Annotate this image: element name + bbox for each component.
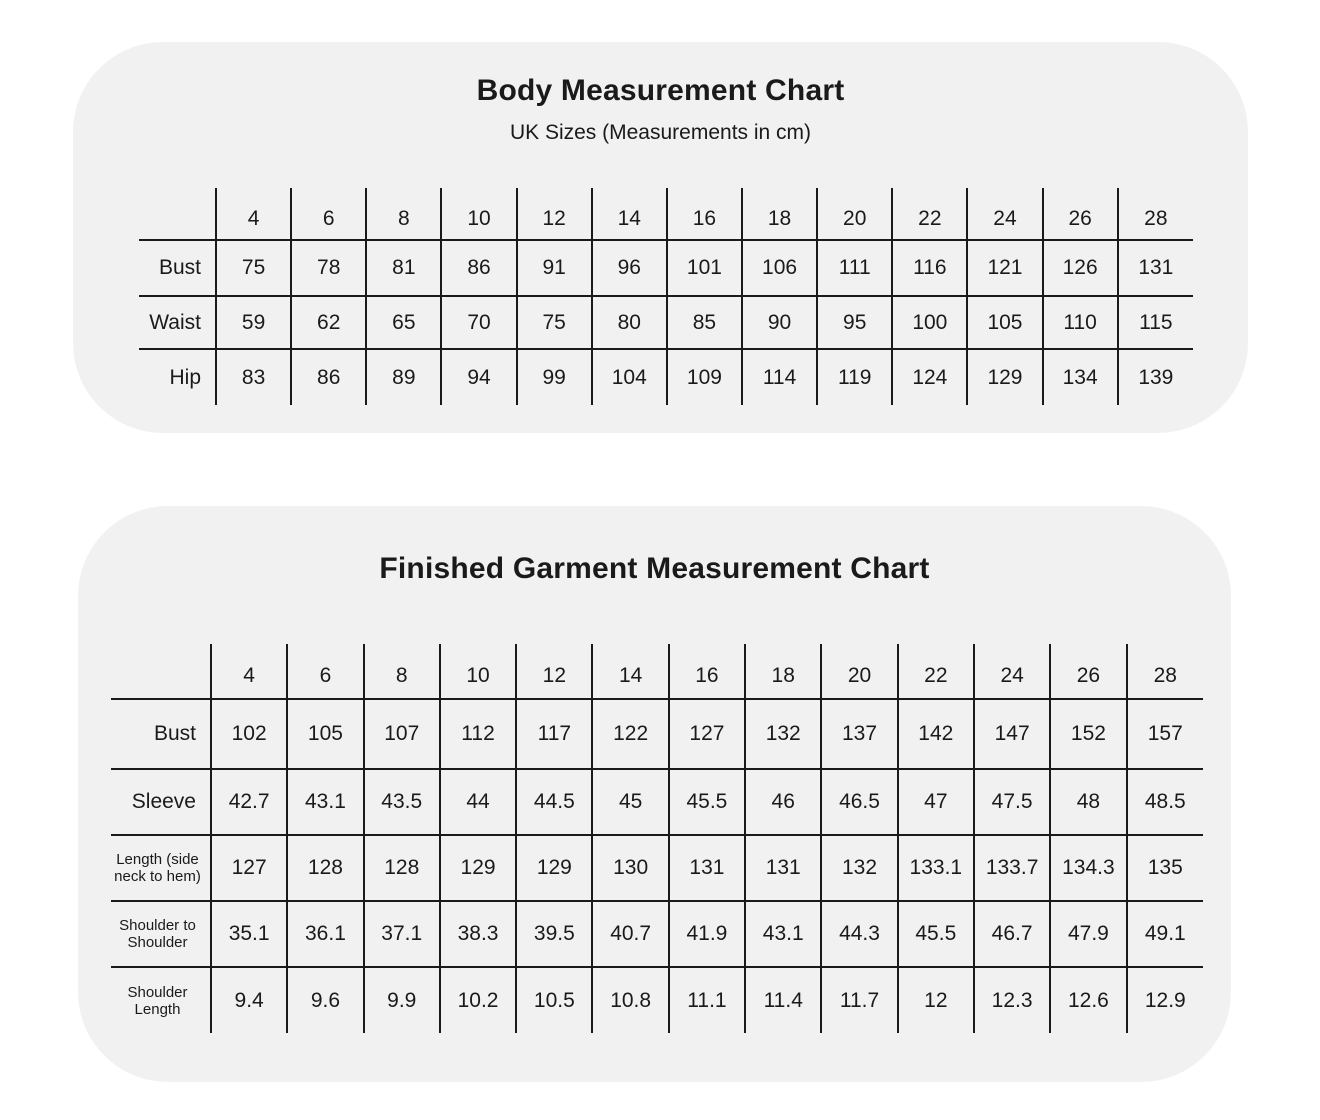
garment-value-cell: 12.9 (1127, 967, 1203, 1033)
garment-size-header: 6 (287, 644, 363, 699)
garment-value-cell: 122 (592, 699, 668, 769)
body-size-header: 18 (742, 188, 817, 240)
garment-value-cell: 117 (516, 699, 592, 769)
garment-value-cell: 45.5 (898, 901, 974, 967)
body-value-cell: 59 (216, 296, 291, 349)
garment-value-cell: 112 (440, 699, 516, 769)
body-size-header: 22 (892, 188, 967, 240)
body-value-cell: 81 (366, 240, 441, 296)
garment-measurement-table (111, 644, 1203, 1033)
garment-value-cell: 132 (821, 835, 897, 901)
garment-value-cell: 47.5 (974, 769, 1050, 835)
garment-value-cell: 127 (669, 699, 745, 769)
garment-value-cell: 41.9 (669, 901, 745, 967)
garment-size-header: 4 (211, 644, 287, 699)
body-value-cell: 65 (366, 296, 441, 349)
garment-value-cell: 10.8 (592, 967, 668, 1033)
garment-value-cell: 133.7 (974, 835, 1050, 901)
garment-row-label: Shoulder to Shoulder (111, 901, 211, 967)
garment-value-cell: 131 (745, 835, 821, 901)
garment-value-cell: 157 (1127, 699, 1203, 769)
body-value-cell: 62 (291, 296, 366, 349)
body-value-cell: 131 (1118, 240, 1193, 296)
garment-value-cell: 107 (364, 699, 440, 769)
garment-value-cell: 47 (898, 769, 974, 835)
body-size-header: 4 (216, 188, 291, 240)
garment-value-cell: 130 (592, 835, 668, 901)
garment-value-cell: 9.4 (211, 967, 287, 1033)
body-value-cell: 83 (216, 349, 291, 405)
garment-value-cell: 42.7 (211, 769, 287, 835)
body-size-header: 14 (592, 188, 667, 240)
garment-value-cell: 12 (898, 967, 974, 1033)
garment-value-cell: 147 (974, 699, 1050, 769)
body-value-cell: 96 (592, 240, 667, 296)
body-value-cell: 101 (667, 240, 742, 296)
garment-row-shoulder-to-shoulder (111, 901, 1203, 967)
garment-value-cell: 49.1 (1127, 901, 1203, 967)
garment-value-cell: 40.7 (592, 901, 668, 967)
body-header-row (139, 188, 1193, 240)
garment-value-cell: 12.6 (1050, 967, 1126, 1033)
body-value-cell: 91 (517, 240, 592, 296)
garment-value-cell: 102 (211, 699, 287, 769)
garment-value-cell: 129 (516, 835, 592, 901)
garment-value-cell: 46 (745, 769, 821, 835)
garment-row-length-side-neck-to-hem (111, 835, 1203, 901)
body-value-cell: 119 (817, 349, 892, 405)
body-value-cell: 100 (892, 296, 967, 349)
garment-value-cell: 11.4 (745, 967, 821, 1033)
body-value-cell: 134 (1043, 349, 1118, 405)
garment-value-cell: 37.1 (364, 901, 440, 967)
garment-value-cell: 137 (821, 699, 897, 769)
body-row-bust (139, 240, 1193, 296)
garment-value-cell: 11.1 (669, 967, 745, 1033)
body-measurement-card (73, 42, 1248, 433)
garment-value-cell: 133.1 (898, 835, 974, 901)
garment-size-header: 18 (745, 644, 821, 699)
garment-size-header: 14 (592, 644, 668, 699)
garment-value-cell: 135 (1127, 835, 1203, 901)
body-row-label: Hip (139, 349, 216, 405)
body-value-cell: 121 (967, 240, 1042, 296)
body-row-label: Bust (139, 240, 216, 296)
body-size-header: 26 (1043, 188, 1118, 240)
garment-size-header: 28 (1127, 644, 1203, 699)
body-value-cell: 104 (592, 349, 667, 405)
garment-value-cell: 38.3 (440, 901, 516, 967)
body-row-label: Waist (139, 296, 216, 349)
body-chart-title: Body Measurement Chart (476, 74, 845, 107)
garment-value-cell: 127 (211, 835, 287, 901)
garment-size-header: 22 (898, 644, 974, 699)
body-value-cell: 75 (216, 240, 291, 296)
body-value-cell: 85 (667, 296, 742, 349)
garment-value-cell: 45 (592, 769, 668, 835)
body-value-cell: 70 (441, 296, 516, 349)
body-value-cell: 89 (366, 349, 441, 405)
body-value-cell: 139 (1118, 349, 1193, 405)
garment-size-header: 26 (1050, 644, 1126, 699)
garment-value-cell: 48 (1050, 769, 1126, 835)
body-size-header: 24 (967, 188, 1042, 240)
garment-value-cell: 132 (745, 699, 821, 769)
garment-row-bust (111, 699, 1203, 769)
body-value-cell: 105 (967, 296, 1042, 349)
garment-value-cell: 48.5 (1127, 769, 1203, 835)
garment-size-header: 20 (821, 644, 897, 699)
garment-value-cell: 10.5 (516, 967, 592, 1033)
body-value-cell: 99 (517, 349, 592, 405)
garment-value-cell: 36.1 (287, 901, 363, 967)
garment-value-cell: 35.1 (211, 901, 287, 967)
garment-value-cell: 43.1 (287, 769, 363, 835)
body-size-header: 28 (1118, 188, 1193, 240)
garment-value-cell: 39.5 (516, 901, 592, 967)
body-value-cell: 129 (967, 349, 1042, 405)
body-value-cell: 90 (742, 296, 817, 349)
garment-value-cell: 10.2 (440, 967, 516, 1033)
garment-row-label: Length (side neck to hem) (111, 835, 211, 901)
body-value-cell: 126 (1043, 240, 1118, 296)
body-value-cell: 75 (517, 296, 592, 349)
body-corner-cell (139, 188, 216, 240)
body-size-header: 20 (817, 188, 892, 240)
body-size-header: 6 (291, 188, 366, 240)
body-value-cell: 109 (667, 349, 742, 405)
body-value-cell: 94 (441, 349, 516, 405)
garment-value-cell: 134.3 (1050, 835, 1126, 901)
body-value-cell: 106 (742, 240, 817, 296)
garment-size-header: 24 (974, 644, 1050, 699)
garment-size-header: 8 (364, 644, 440, 699)
body-size-header: 10 (441, 188, 516, 240)
garment-size-header: 16 (669, 644, 745, 699)
garment-value-cell: 44.5 (516, 769, 592, 835)
garment-size-header: 10 (440, 644, 516, 699)
body-value-cell: 124 (892, 349, 967, 405)
body-row-waist (139, 296, 1193, 349)
garment-value-cell: 9.9 (364, 967, 440, 1033)
garment-row-label: Shoulder Length (111, 967, 211, 1033)
body-value-cell: 95 (817, 296, 892, 349)
garment-value-cell: 152 (1050, 699, 1126, 769)
body-value-cell: 86 (291, 349, 366, 405)
garment-row-sleeve (111, 769, 1203, 835)
body-value-cell: 116 (892, 240, 967, 296)
body-value-cell: 115 (1118, 296, 1193, 349)
garment-value-cell: 44 (440, 769, 516, 835)
body-value-cell: 78 (291, 240, 366, 296)
body-value-cell: 114 (742, 349, 817, 405)
garment-value-cell: 43.1 (745, 901, 821, 967)
garment-chart-title: Finished Garment Measurement Chart (379, 552, 930, 585)
body-size-header: 16 (667, 188, 742, 240)
garment-value-cell: 45.5 (669, 769, 745, 835)
body-size-header: 8 (366, 188, 441, 240)
body-row-hip (139, 349, 1193, 405)
garment-row-shoulder-length (111, 967, 1203, 1033)
garment-value-cell: 128 (287, 835, 363, 901)
garment-row-label: Bust (111, 699, 211, 769)
body-value-cell: 80 (592, 296, 667, 349)
garment-header-row (111, 644, 1203, 699)
garment-value-cell: 47.9 (1050, 901, 1126, 967)
garment-value-cell: 46.5 (821, 769, 897, 835)
body-value-cell: 110 (1043, 296, 1118, 349)
garment-value-cell: 129 (440, 835, 516, 901)
body-size-header: 12 (517, 188, 592, 240)
garment-value-cell: 43.5 (364, 769, 440, 835)
body-measurement-table (139, 188, 1193, 405)
garment-corner-cell (111, 644, 211, 699)
garment-value-cell: 12.3 (974, 967, 1050, 1033)
garment-value-cell: 105 (287, 699, 363, 769)
garment-value-cell: 128 (364, 835, 440, 901)
garment-size-header: 12 (516, 644, 592, 699)
body-chart-subtitle: UK Sizes (Measurements in cm) (509, 121, 812, 144)
body-value-cell: 86 (441, 240, 516, 296)
garment-value-cell: 131 (669, 835, 745, 901)
garment-row-label: Sleeve (111, 769, 211, 835)
garment-value-cell: 46.7 (974, 901, 1050, 967)
garment-measurement-card (78, 506, 1231, 1082)
garment-value-cell: 142 (898, 699, 974, 769)
garment-value-cell: 44.3 (821, 901, 897, 967)
garment-value-cell: 9.6 (287, 967, 363, 1033)
garment-value-cell: 11.7 (821, 967, 897, 1033)
body-value-cell: 111 (817, 240, 892, 296)
